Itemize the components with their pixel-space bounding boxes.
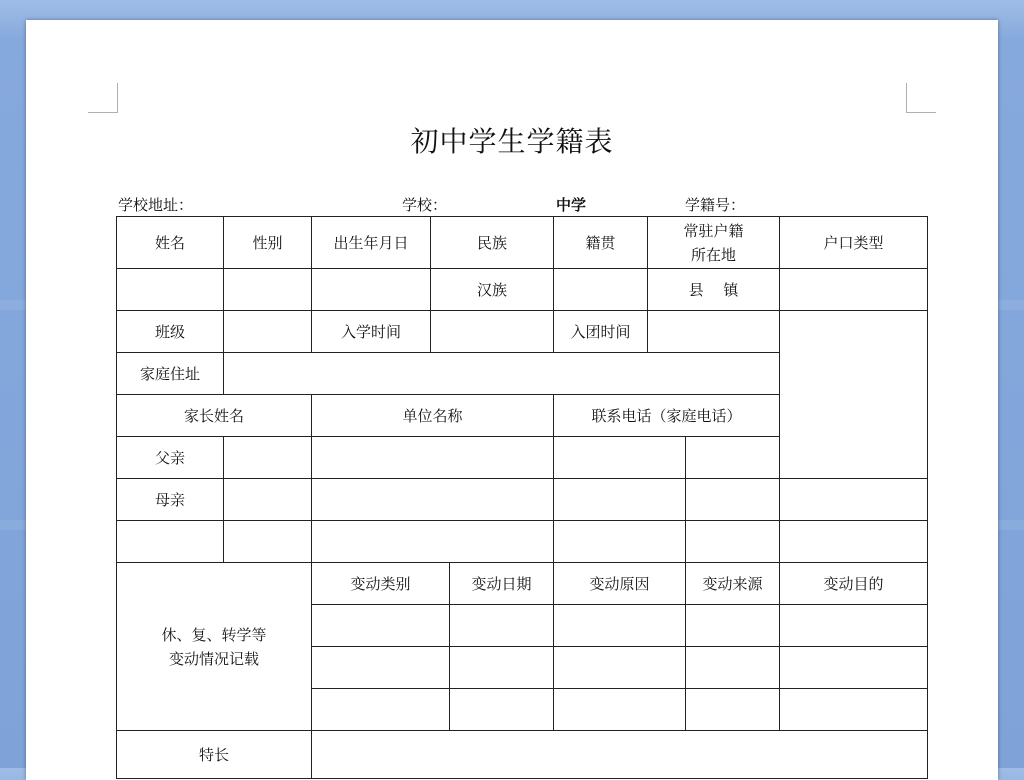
league-time-value-cell[interactable] bbox=[648, 311, 780, 353]
table-row bbox=[117, 521, 928, 563]
enroll-time-value-cell[interactable] bbox=[431, 311, 554, 353]
other-unit-cell[interactable] bbox=[312, 521, 554, 563]
native-place-value-cell[interactable] bbox=[554, 269, 648, 311]
gender-value-cell[interactable] bbox=[224, 269, 312, 311]
table-row bbox=[117, 731, 928, 779]
header-name: 姓名 bbox=[117, 217, 224, 269]
hukou-type-value-cell[interactable] bbox=[780, 269, 928, 311]
change-date-cell[interactable] bbox=[450, 605, 554, 647]
change-type-cell[interactable] bbox=[312, 647, 450, 689]
header-ethnicity: 民族 bbox=[431, 217, 554, 269]
class-label: 班级 bbox=[117, 311, 224, 353]
work-unit-header: 单位名称 bbox=[312, 395, 554, 437]
change-reason-cell[interactable] bbox=[554, 605, 686, 647]
change-destination-cell[interactable] bbox=[780, 689, 928, 731]
change-record-label bbox=[117, 563, 312, 731]
table-row bbox=[117, 269, 928, 311]
mother-label: 母亲 bbox=[117, 479, 224, 521]
school-label: 学校： bbox=[402, 196, 448, 214]
mother-home-phone-cell[interactable] bbox=[686, 479, 780, 521]
photo-cell bbox=[780, 311, 928, 479]
enroll-time-label: 入学时间 bbox=[312, 311, 431, 353]
header-hukou-type: 户口类型 bbox=[780, 217, 928, 269]
header-birth-date: 出生年月日 bbox=[312, 217, 431, 269]
other-home-phone-cell[interactable] bbox=[686, 521, 780, 563]
father-name-cell[interactable] bbox=[224, 437, 312, 479]
change-destination-cell[interactable] bbox=[780, 647, 928, 689]
other-name-cell[interactable] bbox=[224, 521, 312, 563]
change-record-line2: 变动情况记载 bbox=[168, 649, 259, 668]
change-source-header: 变动来源 bbox=[686, 563, 780, 605]
school-suffix: 中学 bbox=[556, 196, 587, 214]
father-home-phone-cell[interactable] bbox=[686, 437, 780, 479]
student-id-label: 学籍号： bbox=[685, 196, 746, 214]
mother-phone-cell[interactable] bbox=[554, 479, 686, 521]
change-type-cell[interactable] bbox=[312, 689, 450, 731]
other-extra-cell[interactable] bbox=[780, 521, 928, 563]
change-date-cell[interactable] bbox=[450, 689, 554, 731]
other-phone-cell[interactable] bbox=[554, 521, 686, 563]
header-native-place: 籍贯 bbox=[554, 217, 648, 269]
father-label: 父亲 bbox=[117, 437, 224, 479]
change-reason-header: 变动原因 bbox=[554, 563, 686, 605]
change-reason-cell[interactable] bbox=[554, 647, 686, 689]
change-destination-header: 变动目的 bbox=[780, 563, 928, 605]
change-source-cell[interactable] bbox=[686, 647, 780, 689]
change-date-header: 变动日期 bbox=[450, 563, 554, 605]
table-row bbox=[117, 479, 928, 521]
header-residence-line2: 所在地 bbox=[691, 245, 737, 264]
change-date-cell[interactable] bbox=[450, 647, 554, 689]
header-residence-line1: 常驻户籍 bbox=[683, 221, 744, 240]
specialty-value-cell[interactable] bbox=[312, 731, 928, 779]
table-row bbox=[117, 217, 928, 269]
father-unit-cell[interactable] bbox=[312, 437, 554, 479]
contact-phone-header: 联系电话（家庭电话） bbox=[554, 395, 780, 437]
father-phone-cell[interactable] bbox=[554, 437, 686, 479]
header-gender: 性别 bbox=[224, 217, 312, 269]
table-row bbox=[117, 563, 928, 605]
home-address-value-cell[interactable] bbox=[224, 353, 780, 395]
specialty-label: 特长 bbox=[117, 731, 312, 779]
change-source-cell[interactable] bbox=[686, 605, 780, 647]
residence-value: 县 镇 bbox=[648, 269, 780, 311]
document-title: 初中学生学籍表 bbox=[410, 125, 614, 158]
parent-name-header: 家长姓名 bbox=[117, 395, 312, 437]
mother-extra-cell[interactable] bbox=[780, 479, 928, 521]
document-page bbox=[26, 20, 998, 780]
change-reason-cell[interactable] bbox=[554, 689, 686, 731]
mother-name-cell[interactable] bbox=[224, 479, 312, 521]
ethnicity-value: 汉族 bbox=[431, 269, 554, 311]
change-destination-cell[interactable] bbox=[780, 605, 928, 647]
name-value-cell[interactable] bbox=[117, 269, 224, 311]
home-address-label: 家庭住址 bbox=[117, 353, 224, 395]
header-residence bbox=[648, 217, 780, 269]
change-source-cell[interactable] bbox=[686, 689, 780, 731]
class-value-cell[interactable] bbox=[224, 311, 312, 353]
mother-unit-cell[interactable] bbox=[312, 479, 554, 521]
school-address-label: 学校地址： bbox=[118, 196, 194, 214]
table-row bbox=[117, 311, 928, 353]
student-record-table bbox=[116, 216, 928, 779]
birth-date-value-cell[interactable] bbox=[312, 269, 431, 311]
change-type-header: 变动类别 bbox=[312, 563, 450, 605]
change-type-cell[interactable] bbox=[312, 605, 450, 647]
other-relation-cell[interactable] bbox=[117, 521, 224, 563]
league-time-label: 入团时间 bbox=[554, 311, 648, 353]
change-record-line1: 休、复、转学等 bbox=[161, 625, 267, 644]
